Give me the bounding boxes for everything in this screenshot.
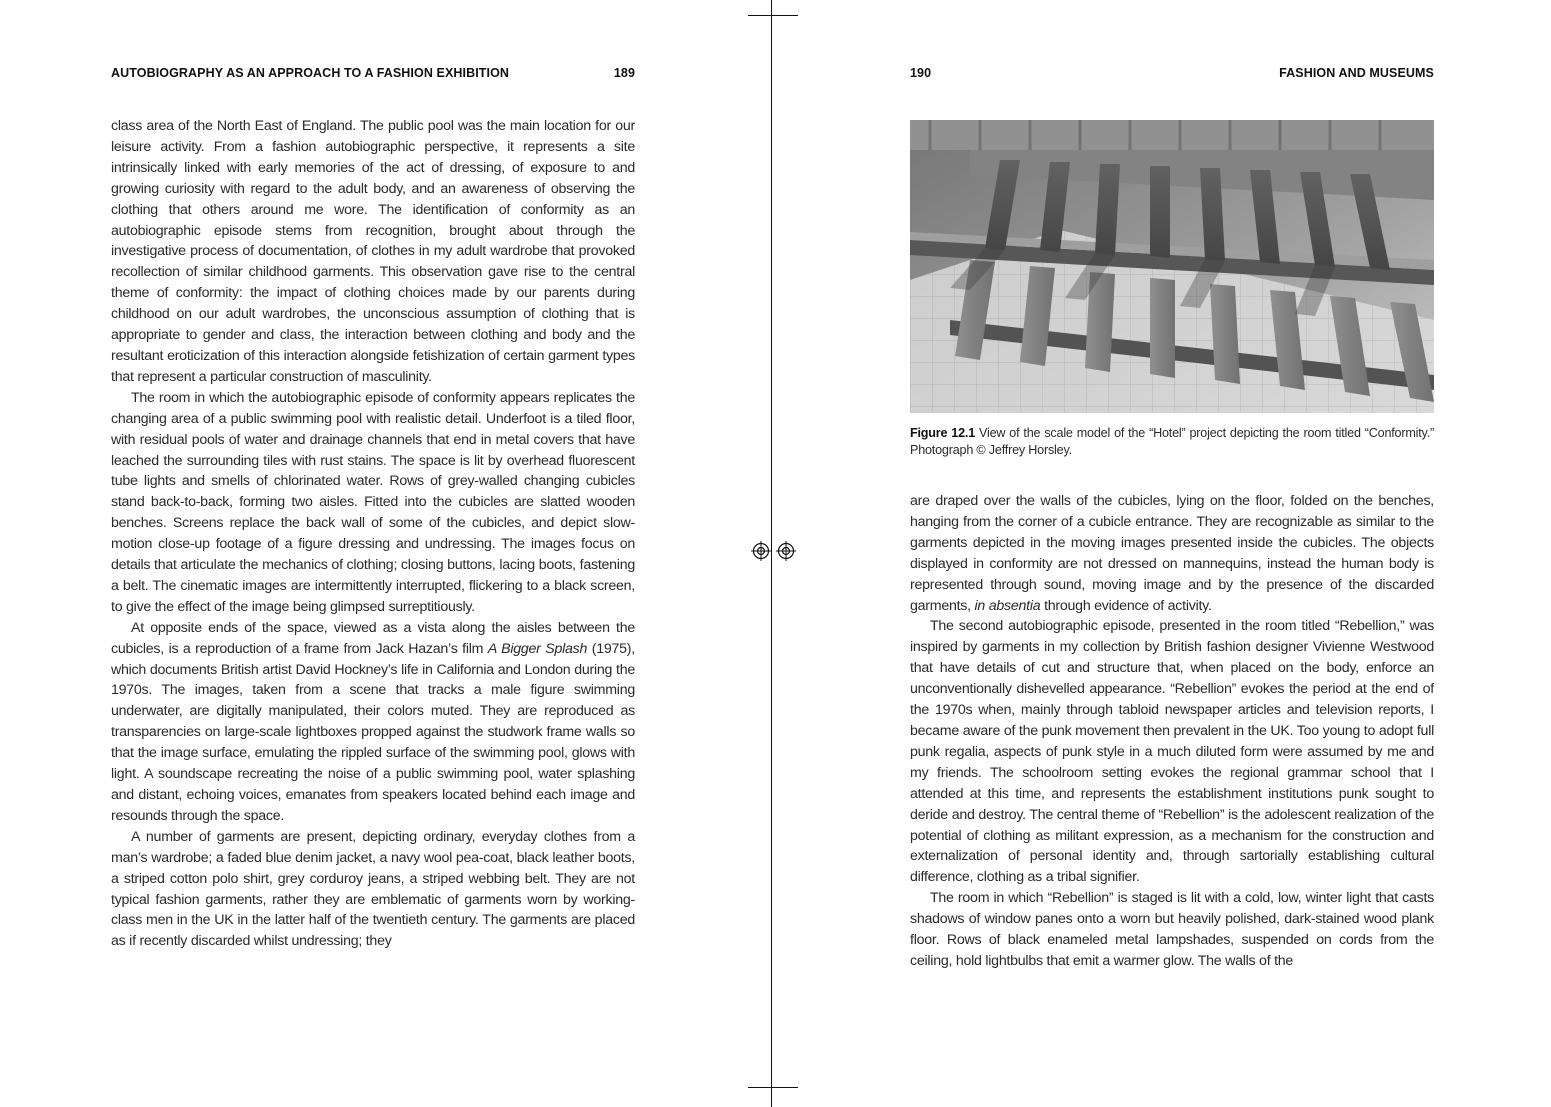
scale-model-photo <box>910 120 1434 413</box>
paragraph-text: through evidence of activity. <box>1040 597 1212 614</box>
registration-mark-icon <box>751 541 771 561</box>
paragraph <box>111 618 635 827</box>
figure-label: Figure 12.1 <box>910 426 976 440</box>
body-text-right <box>910 491 1434 972</box>
gutter-line <box>771 0 772 1107</box>
paragraph <box>910 491 1434 616</box>
paragraph: The room in which the autobiographic episode of conformity appears replicates the changing area of a public swimming pool with realistic detail. Underfoot is a tiled floor, with residual pools of water and drainage channels that end in metal covers that have leached the surrounding tiles with rust stains. The space is lit by overhead fluorescent tube lights and smells of chlorinated water. Rows of grey-walled changing cubicles stand back-to-back, forming two aisles. Fitted into the cubicles are slatted wooden benches. Screens replace the back wall of some of the cubicles, and depict slow-motion close-up footage of a figure dressing and undressing. The images focus on details that articulate the mechanics of clothing; closing buttons, lacing boots, fastening a belt. The cinematic images are intermittently interrupted, flickering to a black screen, to give the effect of the image being glimpsed surreptitiously. <box>111 389 635 615</box>
paragraph-text: (1975), which documents British artist David Hockney’s life in California and London during the 1970s. The images, taken from a scene that tracks a male figure swimming underwater, are digitally manipulated, their colors muted. They are reproduced as transparencies on large-scale lightboxes propped against the studwork frame walls so that the image surface, emulating the rippled surface of the swimming pool, glows with light. A soundscape recreating the noise of a public swimming pool, water splashing and distant, echoing voices, emanates from speakers located behind each image and resounds through the space. <box>111 640 635 824</box>
running-head-title: AUTOBIOGRAPHY AS AN APPROACH TO A FASHION EXHIBITION <box>111 66 510 80</box>
page-number: 190 <box>910 66 932 80</box>
paragraph: A number of garments are present, depicting ordinary, everyday clothes from a man’s wardrobe; a faded blue denim jacket, a navy wool pea-coat, black leather boots, a striped cotton polo shirt, grey corduroy jeans, a striped webbing belt. They are not typical fashion garments, rather they are emblematic of garments worn by working-class men in the UK in the latter half of the twentieth century. The garments are placed as if recently discarded whilst undressing; they <box>111 828 635 950</box>
crop-mark-bottom <box>748 1087 798 1088</box>
figure-caption-text: View of the scale model of the “Hotel” project depicting the room titled “Conformity.” Photograph © Jeffrey Horsley. <box>910 426 1435 457</box>
running-head-title: FASHION AND MUSEUMS <box>1279 66 1434 80</box>
figure-caption <box>910 425 1434 458</box>
paragraph: class area of the North East of England. The public pool was the main location for our leisure activity. From a fashion autobiographic perspective, it represents a site intrinsically linked with early memories of the act of dressing, of exposure to and growing curiosity with regard to the adult body, and an awareness of observing the clothing that others around me wore. The identification of conformity as an autobiographic episode stems from recognition, brought about through the investigative process of documentation, of clothes in my adult wardrobe that provoked recollection of similar childhood garments. This observation gave rise to the central theme of conformity: the impact of clothing choices made by our parents during childhood on our adult wardrobes, the unconscious assumption of clothing that is appropriate to gender and class, the interaction between clothing and body and the resultant eroticization of this interaction alongside fetishization of certain garment types that represent a particular construction of masculinity. <box>111 118 635 385</box>
paragraph: The room in which “Rebellion” is staged is lit with a cold, low, winter light that casts shadows of window panes onto a worn but heavily polished, dark-stained wood plank floor. Rows of black enameled metal lampshades, suspended on cords from the ceiling, hold lightbulbs that emit a warmer glow. The walls of the <box>910 890 1434 969</box>
paragraph: The second autobiographic episode, presented in the room titled “Rebellion,” was inspired by garments in my collection by British fashion designer Vivienne Westwood that have details of cut and structure that, when placed on the body, enforce an unconventionally dishevelled appearance. “Rebellion” evokes the period at the end of the 1970s when, mainly through tabloid newspaper articles and television reports, I became aware of the punk movement then prevalent in the UK. Too young to adopt full punk regalia, aspects of punk style in a much diluted form were assumed by me and my friends. The schoolroom setting evokes the regional grammar school that I attended at this time, and represents the establishment institutions punk sought to deride and destroy. The central theme of “Rebellion” is the adolescent realization of the potential of clothing as militant expression, as a mechanism for the construction and externalization of personal identity and, through sartorially establishing cultural difference, clothing as a tribal signifier. <box>910 618 1434 886</box>
page-number: 189 <box>613 66 635 80</box>
paragraph-text: At opposite ends of the space, viewed as a vista along the aisles between the cubicles, is a reproduction of a frame from Jack Hazan’s film <box>111 619 635 657</box>
registration-mark-icon <box>776 541 796 561</box>
crop-mark-top <box>748 15 798 16</box>
right-page <box>910 0 1434 1107</box>
body-text-left <box>111 116 635 952</box>
paragraph-text: are draped over the walls of the cubicles, lying on the floor, folded on the benches, hanging from the corner of a cubicle entrance. They are recognizable as similar to the garments depicted in the moving images presented inside the cubicles. The objects displayed in conformity are not dressed on mannequins, instead the human body is represented through sound, moving image and by the presence of the discarded garments, <box>910 493 1434 614</box>
running-head-right <box>910 66 1434 82</box>
running-head-left <box>111 66 635 82</box>
figure-photo <box>910 120 1434 413</box>
film-title: A Bigger Splash <box>487 640 588 657</box>
left-page <box>111 0 635 1107</box>
italic-phrase: in absentia <box>974 597 1041 614</box>
